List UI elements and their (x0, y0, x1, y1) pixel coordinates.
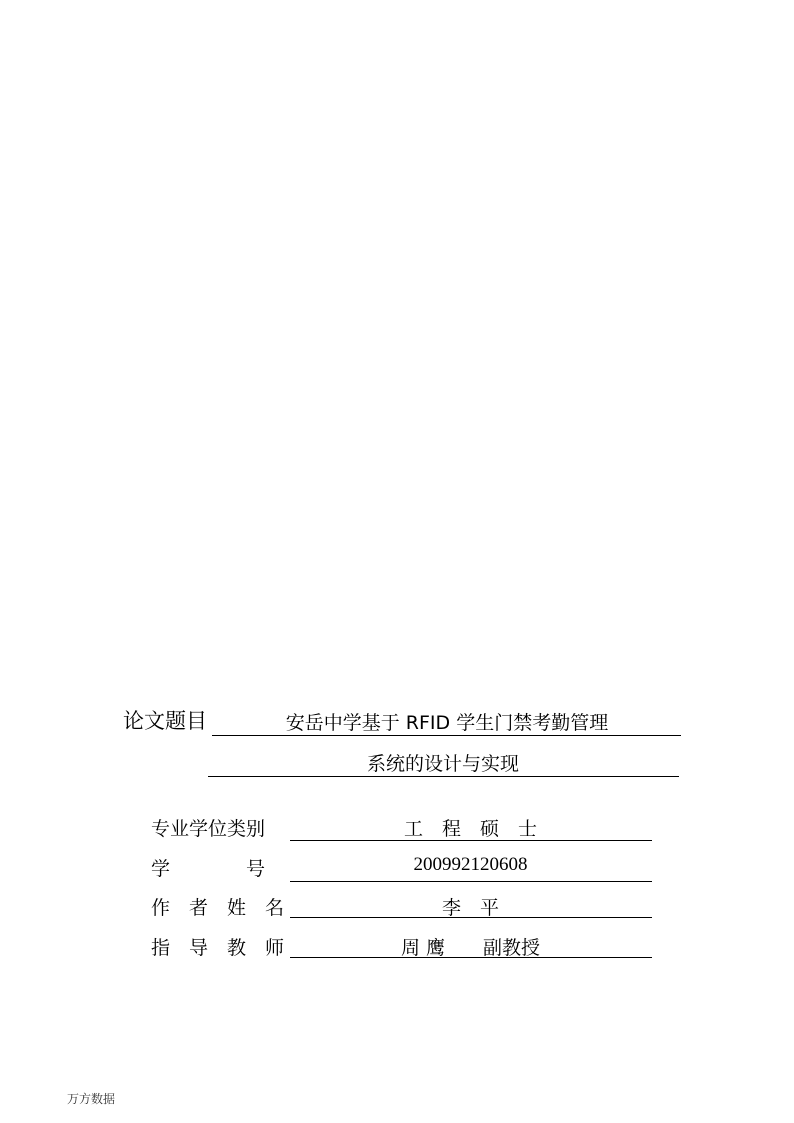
student-id-value: 200992120608 (413, 854, 528, 875)
author-name-value: 李 平 (441, 897, 499, 919)
title-label: 论文题目 (123, 709, 207, 733)
title-underline-2 (208, 776, 679, 777)
student-id-label: 学 号 (151, 858, 266, 880)
title-line2: 系统的设计与实现 (366, 753, 519, 775)
advisor-value: 周 鹰 副教授 (400, 937, 541, 959)
footer-watermark: 万方数据 (67, 1092, 116, 1106)
title-underline-1 (212, 735, 681, 736)
student-id-underline (290, 881, 652, 882)
title-line1: 安岳中学基于 RFID 学生门禁考勤管理 (285, 712, 609, 734)
degree-type-underline (290, 840, 652, 841)
degree-type-value: 工 程 硕 士 (403, 818, 537, 840)
advisor-label: 指 导 教 师 (151, 937, 285, 959)
author-name-underline (290, 917, 652, 918)
advisor-underline (290, 957, 652, 958)
author-name-label: 作 者 姓 名 (151, 897, 285, 919)
degree-type-label: 专业学位类别 (151, 818, 266, 840)
